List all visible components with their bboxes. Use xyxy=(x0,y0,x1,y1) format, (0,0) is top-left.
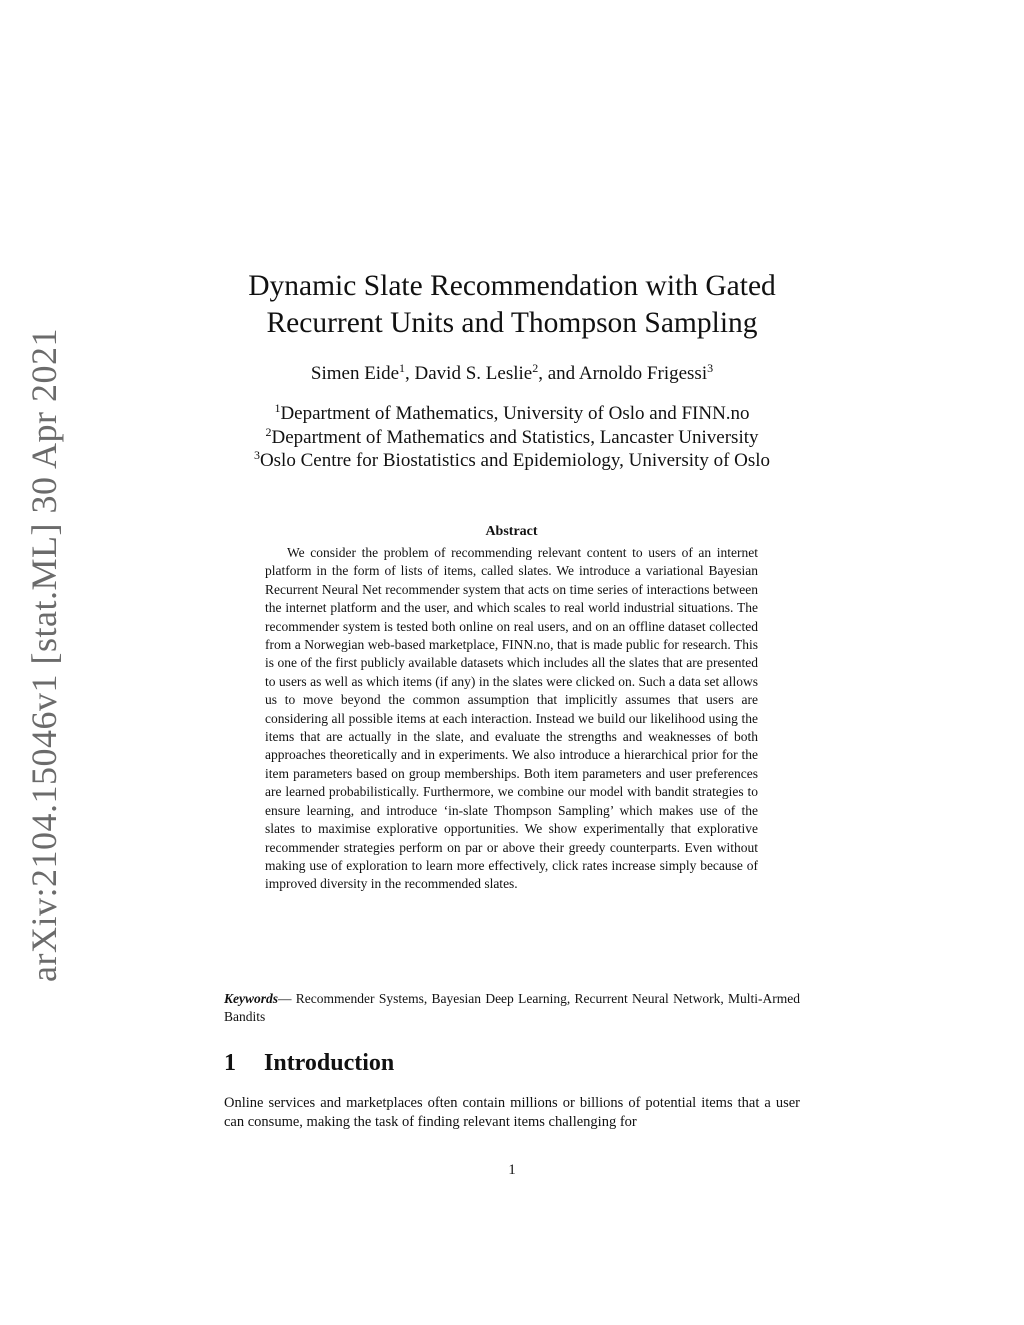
author-name: Simen Eide xyxy=(310,363,400,384)
author-affiliation-mark: 1 xyxy=(399,361,406,375)
arxiv-identifier-stamp xyxy=(0,0,90,1325)
affiliation-mark: 2 xyxy=(265,424,272,439)
author-separator: , and xyxy=(538,363,579,384)
keywords-block xyxy=(224,990,800,1026)
affiliation-mark: 3 xyxy=(253,448,260,462)
section-heading xyxy=(224,1050,394,1077)
affiliation-list xyxy=(200,402,824,473)
author-list xyxy=(212,362,812,386)
abstract-body: We consider the problem of recommending relevant content to users of an internet platform in the form of lists of items, called slates. We introduce a variational Bayesian Recurrent Neural Net recommender system that acts on time series of interactions between the internet platform and the user, and which scales to real world industrial situations. The recommender system is tested both online on real users, and on an offline dataset collected from a Norwegian web-based marketplace, FINN.no, that is made public for research. This is one of the first publicly available datasets which includes all the slates that are presented to users as well as which items (if any) in the slates were clicked on. Such a data set allows us to move beyond the common assumption that implicitly assumes that users are considering all possible items at each interaction. Instead we build our likelihood using the items that are actually in the slate, and evaluate the strengths and weaknesses of both approaches theoretically and in experiments. We also introduce a hierarchical prior for the item parameters based on group memberships. Both item parameters and user preferences are learned probabilistically. Furthermore, we combine our model with bandit strategies to ensure learning, and introduce ‘in-slate Thompson Sampling’ which makes use of the slates to maximise explorative opportunities. We show experimentally that explorative recommender strategies perform on par or above their greedy counterparts. Even without making use of exploration to learn more effectively, click rates increase simply because of improved diversity in the recommended slates. xyxy=(265,545,758,892)
author-affiliation-mark: 3 xyxy=(707,361,714,375)
section-title: Introduction xyxy=(264,1050,395,1076)
affiliation-line xyxy=(200,426,824,450)
arxiv-identifier-text: arXiv:2104.15046v1 [stat.ML] 30 Apr 2021 xyxy=(24,328,64,982)
title-line-1: Dynamic Slate Recommendation with Gated xyxy=(248,270,776,302)
keywords-label: Keywords xyxy=(224,991,278,1006)
affiliation-text: Department of Mathematics and Statistics, Lancaster University xyxy=(271,426,759,448)
author-name: David S. Leslie xyxy=(414,363,533,384)
section-number: 1 xyxy=(224,1050,236,1076)
affiliation-line xyxy=(200,449,824,473)
introduction-paragraph: Online services and marketplaces often contain millions or billions of potential items that a user can consume, making the task of finding relevant items challenging for xyxy=(224,1095,800,1130)
abstract-heading: Abstract xyxy=(485,524,538,539)
author-separator: , xyxy=(405,363,415,384)
affiliation-text: Department of Mathematics, University of Oslo and FINN.no xyxy=(280,403,750,424)
author-name: Arnoldo Frigessi xyxy=(578,363,708,384)
paper-title xyxy=(212,268,812,342)
author-affiliation-mark: 2 xyxy=(532,361,539,375)
affiliation-line xyxy=(200,402,824,426)
page-number: 1 xyxy=(508,1162,516,1178)
keywords-text: — Recommender Systems, Bayesian Deep Learning, Recurrent Neural Network, Multi-Armed Bandits xyxy=(224,991,800,1024)
affiliation-text: Oslo Centre for Biostatistics and Epidemiology, University of Oslo xyxy=(259,450,771,471)
title-line-2: Recurrent Units and Thompson Sampling xyxy=(266,307,758,339)
affiliation-mark: 1 xyxy=(274,401,281,415)
